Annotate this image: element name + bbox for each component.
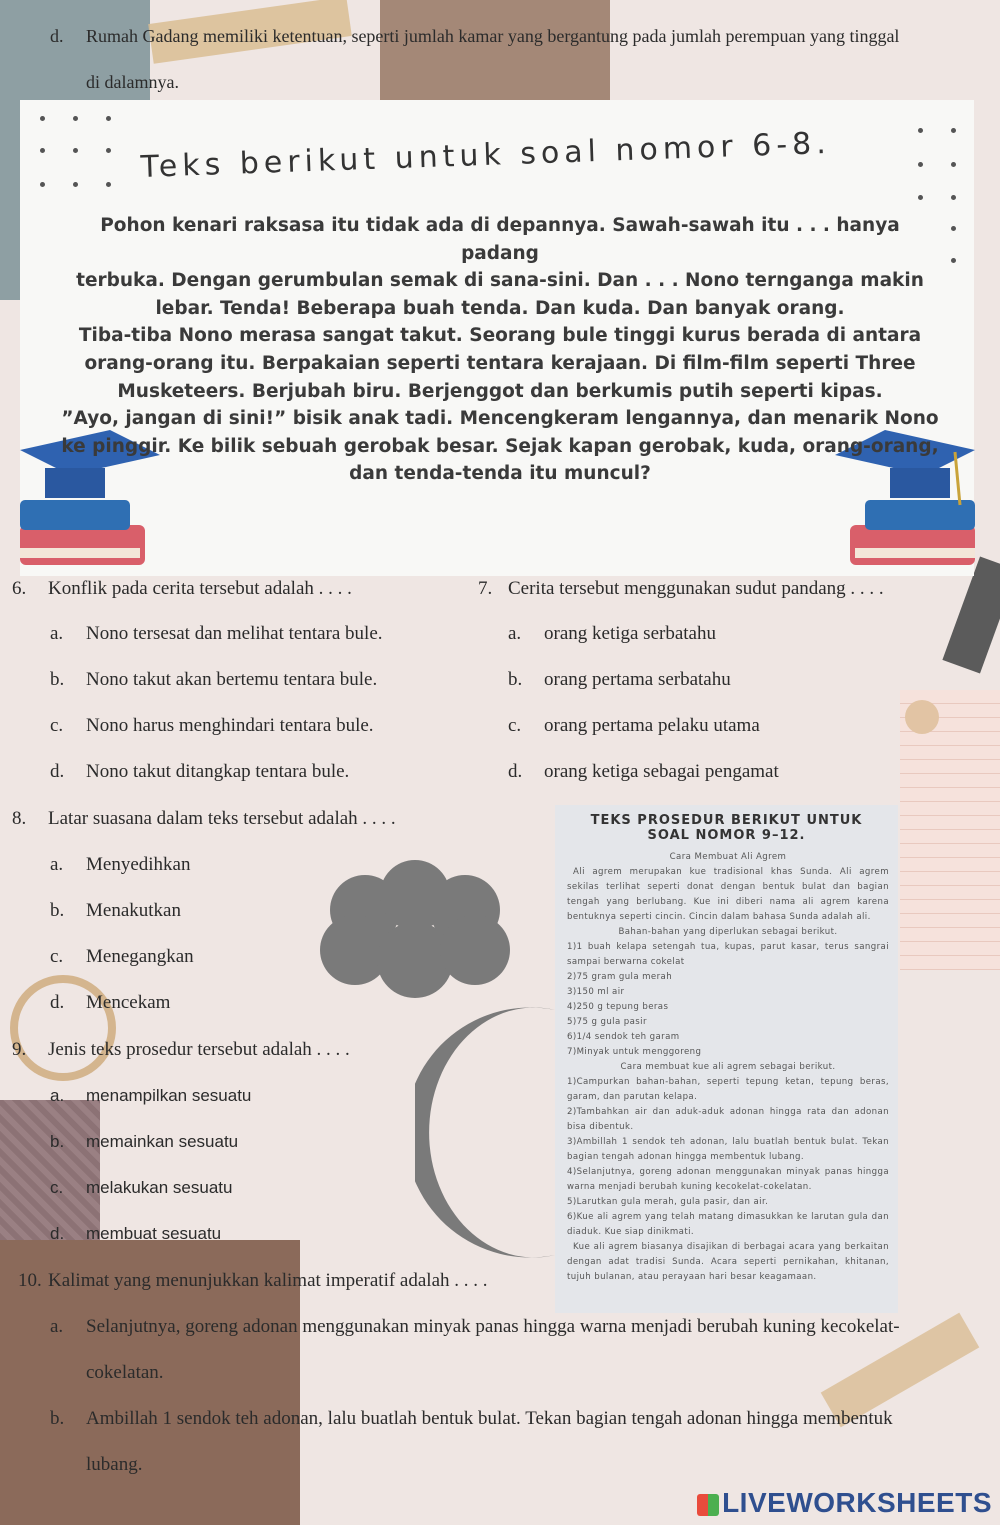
procedure-step: 5)Larutkan gula merah, gula pasir, dan air.: [567, 1197, 769, 1207]
option-text: Rumah Gadang memiliki ketentuan, seperti jumlah kamar yang bergantung pada jumlah perempuan yang tinggal: [86, 26, 900, 46]
option-text: Menakutkan: [86, 900, 181, 921]
option-text: Nono tersesat dan melihat tentara bule.: [86, 623, 383, 644]
question-text: Latar suasana dalam teks tersebut adalah . . . .: [48, 808, 396, 829]
decorative-dot: [951, 258, 956, 263]
question-7-option-c[interactable]: [508, 715, 760, 737]
option-text: Nono harus menghindari tentara bule.: [86, 715, 374, 736]
question-7-option-b[interactable]: [508, 669, 731, 691]
question-9: [12, 1039, 350, 1061]
procedure-ingredient: 7)Minyak untuk menggoreng: [567, 1047, 702, 1057]
option-text: Ambillah 1 sendok teh adonan, lalu buatlah bentuk bulat. Tekan bagian tengah adonan hingga membentuk: [86, 1408, 893, 1429]
passage-line: Tiba-tiba Nono merasa sangat takut. Seorang bule tinggi kurus berada di antara: [78, 325, 922, 347]
decorative-dot: [40, 116, 45, 121]
option-text: orang pertama serbatahu: [544, 669, 731, 690]
procedure-step: 6)Kue ali agrem yang telah matang dimasukkan ke larutan gula dan diaduk. Kue siap dinikmati.: [567, 1212, 889, 1237]
logo-text: LIVEWORKSHEETS: [722, 1487, 992, 1518]
question-6: [12, 578, 352, 600]
option-letter: d.: [50, 26, 64, 46]
procedure-body: [567, 850, 889, 1285]
option-text: orang ketiga serbatahu: [544, 623, 716, 644]
option-letter: b.: [50, 669, 65, 690]
crescent-moon-icon: [415, 1005, 560, 1260]
procedure-step: 2)Tambahkan air dan aduk-aduk adonan hingga rata dan adonan bisa dibentuk.: [567, 1107, 889, 1132]
option-text: menampilkan sesuatu: [86, 1086, 252, 1105]
liveworksheets-logo[interactable]: [697, 1487, 992, 1519]
question-6-option-a[interactable]: [50, 623, 383, 645]
procedure-subtitle: Cara Membuat Ali Agrem: [669, 852, 787, 862]
procedure-ingredient: 6)1/4 sendok teh garam: [567, 1032, 680, 1042]
deco-ring: [10, 975, 116, 1081]
question-text: Kalimat yang menunjukkan kalimat imperatif adalah . . . .: [48, 1270, 488, 1291]
decorative-dot: [40, 148, 45, 153]
question-10: [18, 1270, 488, 1292]
option-letter: a.: [50, 1316, 64, 1337]
option-text: membuat sesuatu: [86, 1224, 222, 1243]
procedure-ingredient: 5)75 g gula pasir: [567, 1017, 647, 1027]
top-option-d-continued: di dalamnya.: [86, 72, 179, 92]
option-text: Mencekam: [86, 992, 171, 1013]
question-text: Jenis teks prosedur tersebut adalah . . . .: [48, 1039, 350, 1060]
question-9-option-c[interactable]: [50, 1178, 232, 1198]
option-letter: b.: [50, 1408, 65, 1429]
option-letter: a.: [508, 623, 522, 644]
option-text: Nono takut akan bertemu tentara bule.: [86, 669, 378, 690]
procedure-step: 4)Selanjutnya, goreng adonan menggunakan minyak panas hingga warna menjadi berubah kuning kecokelat-cokelatan.: [567, 1167, 889, 1192]
decorative-dot: [951, 226, 956, 231]
question-text: Konflik pada cerita tersebut adalah . . . .: [48, 578, 352, 599]
procedure-step: 1)Campurkan bahan-bahan, seperti tepung ketan, tepung beras, garam, dan parutan kelapa.: [567, 1077, 889, 1102]
question-10-option-a[interactable]: [50, 1316, 900, 1338]
question-number: 7.: [478, 578, 493, 599]
procedure-ingredient: 2)75 gram gula merah: [567, 972, 673, 982]
procedure-step: 3)Ambillah 1 sendok teh adonan, lalu buatlah bentuk bulat. Tekan bagian tengah adonan hingga membentuk lubang.: [567, 1137, 889, 1162]
procedure-title-line: TEKS PROSEDUR BERIKUT UNTUK: [590, 813, 863, 828]
question-text: Cerita tersebut menggunakan sudut pandang . . . .: [508, 578, 884, 599]
question-7: [478, 578, 884, 600]
procedure-ingredient: 3)150 ml air: [567, 987, 625, 997]
option-text: orang ketiga sebagai pengamat: [544, 761, 779, 782]
option-text: orang pertama pelaku utama: [544, 715, 760, 736]
question-6-option-d[interactable]: [50, 761, 349, 783]
option-letter: b.: [50, 1132, 65, 1151]
passage-line: dan tenda-tenda itu muncul?: [349, 463, 651, 485]
procedure-title: [555, 813, 898, 843]
procedure-closing: Kue ali agrem biasanya disajikan di berbagai acara yang berkaitan dengan adat tradisi Sunda. Acara seperti pernikahan, khitanan, tujuh bulanan, atau perayaan hari besar keagamaan.: [567, 1242, 889, 1282]
question-number: 8.: [12, 808, 27, 829]
decorative-dot: [918, 162, 923, 167]
passage-line: ke pinggir. Ke bilik sebuah gerobak besar. Sejak kapan gerobak, kuda, orang-orang,: [61, 435, 939, 457]
option-letter: c.: [50, 715, 64, 736]
option-text: Menyedihkan: [86, 854, 191, 875]
option-text: memainkan sesuatu: [86, 1132, 239, 1151]
option-letter: d.: [508, 761, 523, 782]
option-letter: c.: [50, 946, 64, 967]
option-letter: c.: [50, 1178, 64, 1197]
option-letter: c.: [508, 715, 522, 736]
passage-line: orang-orang itu. Berpakaian seperti tentara kerajaan. Di film-film seperti Three: [84, 352, 916, 374]
procedure-title-line: SOAL NOMOR 9–12.: [647, 828, 806, 843]
question-10-option-a-continued[interactable]: cokelatan.: [86, 1362, 164, 1383]
decorative-dot: [918, 128, 923, 133]
question-number: 6.: [12, 578, 27, 599]
question-6-option-c[interactable]: [50, 715, 374, 737]
question-number: 9.: [12, 1039, 27, 1060]
option-letter: a.: [50, 623, 64, 644]
procedure-steps-heading: Cara membuat kue ali agrem sebagai berikut.: [620, 1062, 836, 1072]
passage-title: Teks berikut untuk soal nomor 6-8.: [140, 125, 832, 185]
decorative-dot: [951, 162, 956, 167]
question-8-option-a[interactable]: [50, 854, 190, 876]
passage-text: [60, 212, 940, 488]
passage-line: lebar. Tenda! Beberapa buah tenda. Dan kuda. Dan banyak orang.: [155, 297, 845, 319]
decorative-dot: [918, 195, 923, 200]
option-letter: d.: [50, 1224, 65, 1243]
option-text: melakukan sesuatu: [86, 1178, 233, 1197]
option-letter: a.: [50, 1086, 65, 1105]
decorative-dot: [951, 195, 956, 200]
cloud-icon: [315, 860, 515, 1000]
option-letter: b.: [508, 669, 523, 690]
decorative-dot: [73, 148, 78, 153]
deco-pin: [905, 700, 939, 734]
question-8: [12, 808, 396, 830]
decorative-dot: [951, 128, 956, 133]
option-letter: b.: [50, 900, 65, 921]
question-8-option-b[interactable]: [50, 900, 181, 922]
decorative-dot: [40, 182, 45, 187]
question-7-option-d[interactable]: [508, 761, 779, 783]
decorative-dot: [106, 182, 111, 187]
question-9-option-a[interactable]: [50, 1086, 251, 1106]
question-10-option-b[interactable]: [50, 1408, 893, 1430]
question-9-option-b[interactable]: [50, 1132, 238, 1152]
option-letter: a.: [50, 854, 64, 875]
procedure-ingredients-heading: Bahan-bahan yang diperlukan sebagai berikut.: [618, 927, 838, 937]
question-10-option-b-continued[interactable]: lubang.: [86, 1454, 143, 1475]
liveworksheets-badge-icon: [697, 1494, 719, 1516]
option-letter: d.: [50, 761, 65, 782]
question-7-option-a[interactable]: [508, 623, 716, 645]
decorative-dot: [73, 116, 78, 121]
option-text: Selanjutnya, goreng adonan menggunakan minyak panas hingga warna menjadi berubah kuning kecokelat-: [86, 1316, 900, 1337]
decorative-dot: [73, 182, 78, 187]
passage-line: terbuka. Dengan gerumbulan semak di sana-sini. Dan . . . Nono ternganga makin: [76, 270, 924, 292]
passage-line: Pohon kenari raksasa itu tidak ada di depannya. Sawah-sawah itu . . . hanya padang: [100, 215, 900, 264]
passage-line: ”Ayo, jangan di sini!” bisik anak tadi. Mencengkeram lengannya, dan menarik Nono: [61, 408, 939, 430]
question-number: 10.: [18, 1270, 42, 1291]
procedure-intro: Ali agrem merupakan kue tradisional khas Sunda. Ali agrem sekilas terlihat seperti donat dengan bentuk bulat dan bagian tengah yang berlubang. Kue ini diberi nama ali agrem karena bentuknya seperti cincin. Cincin dalam bahasa Sunda adalah ali.: [567, 867, 889, 922]
top-option-d: [50, 26, 899, 47]
procedure-ingredient: 4)250 g tepung beras: [567, 1002, 669, 1012]
passage-line: Musketeers. Berjubah biru. Berjenggot dan berkumis putih seperti kipas.: [117, 380, 883, 402]
option-letter: d.: [50, 992, 65, 1013]
procedure-ingredient: 1)1 buah kelapa setengah tua, kupas, parut kasar, terus sangrai sampai berwarna cokelat: [567, 942, 889, 967]
question-8-option-c[interactable]: [50, 946, 194, 968]
decorative-dot: [106, 116, 111, 121]
procedure-text-box: [555, 805, 898, 1313]
option-text: Menegangkan: [86, 946, 194, 967]
option-text: Nono takut ditangkap tentara bule.: [86, 761, 350, 782]
question-6-option-b[interactable]: [50, 669, 377, 691]
question-9-option-d[interactable]: [50, 1224, 221, 1244]
deco-brown-paper: [380, 0, 610, 100]
question-8-option-d[interactable]: [50, 992, 170, 1014]
decorative-dot: [106, 148, 111, 153]
